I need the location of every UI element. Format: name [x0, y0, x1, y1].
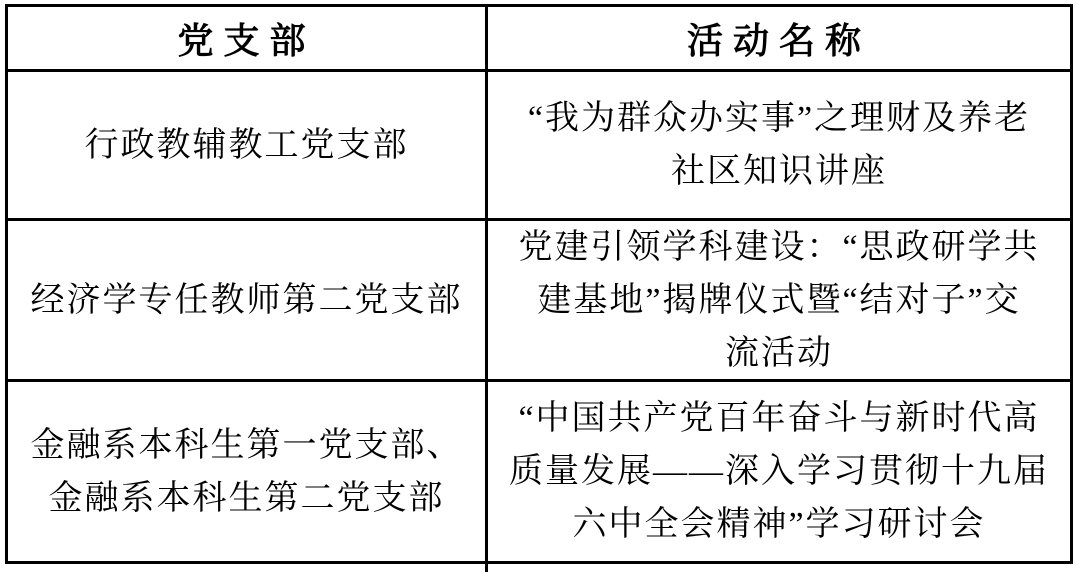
activity-line: “我为群众办实事”之理财及养老	[527, 100, 1031, 137]
activity-line: 六中全会精神”学习研讨会	[572, 506, 986, 543]
activity-line: 社区知识讲座	[671, 153, 887, 190]
branch-cell	[8, 72, 488, 218]
table-row	[8, 221, 1070, 382]
activity-line: “中国共产党百年奋斗与新时代高	[518, 400, 1040, 437]
activity-cell	[488, 72, 1070, 218]
table-row	[8, 72, 1070, 221]
next-row-divider-stub	[485, 564, 488, 572]
party-branch-activity-table	[5, 4, 1073, 564]
branch-cell	[8, 382, 488, 561]
activity-line: 质量发展——深入学习贯彻十九届	[509, 453, 1049, 490]
branch-line: 金融系本科生第一党支部、	[30, 426, 463, 464]
table-row	[8, 382, 1070, 564]
activity-line: 党建引领学科建设：“思政研学共	[518, 228, 1040, 266]
branch-cell	[8, 221, 488, 379]
activity-cell	[488, 221, 1070, 379]
header-cell-activity	[488, 7, 1070, 69]
activity-line: 建基地”揭牌仪式暨“结对子”交	[537, 281, 1021, 319]
branch-line: 经济学专任教师第二党支部	[30, 281, 463, 319]
activity-line: 流活动	[725, 334, 833, 372]
header-cell-branch	[8, 7, 488, 69]
header-activity-label: 活动名称	[686, 19, 871, 61]
header-branch-label: 党支部	[177, 19, 316, 61]
branch-line: 金融系本科生第二党支部	[48, 479, 445, 517]
branch-line: 行政教辅教工党支部	[84, 126, 409, 164]
activity-cell	[488, 382, 1070, 561]
table-header-row	[8, 7, 1070, 72]
